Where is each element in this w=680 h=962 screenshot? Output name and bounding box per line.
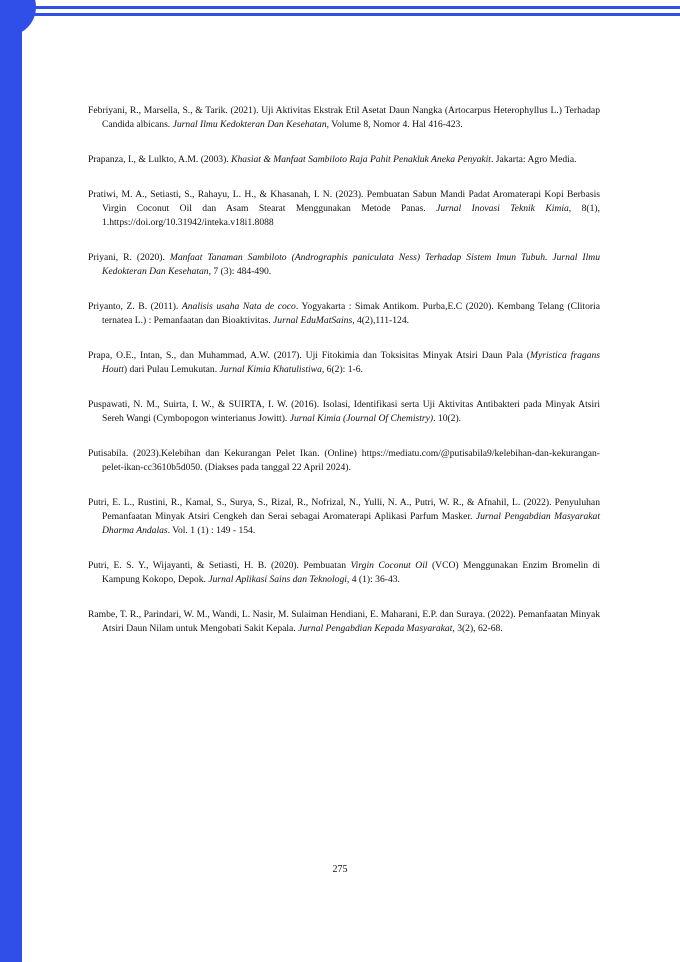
reference-text: , 4 (1): 36-43.	[346, 574, 400, 585]
reference-entry	[88, 559, 600, 587]
header-rule	[30, 6, 680, 26]
reference-italic-text: Jurnal Pengabdian Kepada Masyarakat	[298, 623, 453, 634]
reference-text: , 3(2), 62-68.	[452, 623, 503, 634]
reference-entry	[88, 349, 600, 377]
reference-text: , 4(2),111-124.	[352, 315, 410, 326]
reference-entry	[88, 398, 600, 426]
reference-italic-text: Analisis usaha Nata de coco	[181, 301, 296, 312]
reference-text: Febriyani, R., Marsella, S., & Tarik. (2021). Uji Aktivitas Ekstrak Etil Asetat Daun Nangka (Artocarpus Heterophyllus L.) Terhadap Candida albicans.	[88, 105, 600, 130]
reference-italic-text: Manfaat Tanaman Sambiloto (Andrographis paniculata Ness) Terhadap Sistem Imun Tubuh. Jurnal Ilmu Kedokteran Dan Kesehatan	[102, 252, 600, 277]
reference-text: , 8(1), 1.https://doi.org/10.31942/inteka.v18i1.8088	[102, 203, 600, 228]
reference-text: Prapa, O.E., Intan, S., dan Muhammad, A.W. (2017). Uji Fitokimia dan Toksisitas Minyak Atsiri Daun Pala (	[88, 350, 530, 361]
reference-text: Priyani, R. (2020).	[88, 252, 170, 263]
references-list	[88, 104, 600, 657]
reference-text: . Jakarta: Agro Media.	[490, 154, 577, 165]
reference-entry	[88, 153, 600, 167]
reference-italic-text: Jurnal Pengabdian Masyarakat Dharma Andalas	[102, 511, 600, 536]
reference-text: . Yogyakarta : Simak Antikom. Purba,E.C (2020). Kembang Telang (Clitoria ternatea L.) : Pemanfaatan dan Bioaktivitas.	[102, 301, 600, 326]
reference-text: . 10(2).	[433, 413, 462, 424]
page-left-border	[0, 0, 22, 962]
reference-text: Rambe, T. R., Parindari, W. M., Wandi, L. Nasir, M. Sulaiman Hendiani, E. Maharani, E.P. dan Suraya. (2022). Pemanfaatan Minyak Atsiri Daun Nilam untuk Mengobati Sakit Kepala.	[88, 609, 600, 634]
reference-text: , 7 (3): 484-490.	[208, 266, 272, 277]
reference-italic-text: Jurnal Kimia (Journal Of Chemistry)	[289, 413, 434, 424]
reference-entry	[88, 496, 600, 538]
reference-text: Putri, E. S. Y., Wijayanti, & Setiasti, H. B. (2020). Pembuatan	[88, 560, 351, 571]
reference-italic-text: Jurnal Inovasi Teknik Kimia	[436, 203, 569, 214]
reference-text: Prapanza, I., & Lulkto, A.M. (2003).	[88, 154, 232, 165]
reference-text: , 6(2): 1-6.	[321, 364, 363, 375]
reference-italic-text: Jurnal EduMatSains	[273, 315, 353, 326]
reference-text: Puspawati, N. M., Suirta, I. W., & SUIRTA, I. W. (2016). Isolasi, Identifikasi serta Uji Aktivitas Antibakteri pada Minyak Atsiri Sereh Wangi (Cymbopogon winterianus Jowitt).	[88, 399, 600, 424]
reference-text: ) dari Pulau Lemukutan.	[123, 364, 220, 375]
reference-italic-text: Virgin Coconut Oil	[350, 560, 428, 571]
reference-italic-text: Khasiat & Manfaat Sambiloto Raja Pahit Penakluk Aneka Penyakit	[231, 154, 491, 165]
reference-text: Priyanto, Z. B. (2011).	[88, 301, 182, 312]
reference-italic-text: Myristica fragans Houtt	[102, 350, 600, 375]
reference-entry	[88, 608, 600, 636]
reference-text: Pratiwi, M. A., Setiasti, S., Rahayu, L. H., & Khasanah, I. N. (2023). Pembuatan Sabun Mandi Padat Aromaterapi Kopi Berbasis Virgin Coconut Oil dan Asam Stearat Menggunakan Metode Panas.	[88, 189, 600, 214]
reference-entry	[88, 447, 600, 475]
reference-entry	[88, 104, 600, 132]
reference-text: (VCO) Menggunakan Enzim Bromelin di Kampung Kokopo, Depok.	[102, 560, 600, 585]
reference-text: Putri, E. L., Rustini, R., Kamal, S., Surya, S., Rizal, R., Nofrizal, N., Yulli, N. A., Putri, W. R., & Afnahil, L. (2022). Penyuluhan Pemanfaatan Minyak Atsiri Cengkeh dan Serai sebagai Aromaterapi Aplikasi Parfum Masker.	[88, 497, 600, 522]
reference-italic-text: Jurnal Ilmu Kedokteran Dan Kesehatan	[172, 119, 327, 130]
reference-entry	[88, 188, 600, 230]
reference-text: . Vol. 1 (1) : 149 - 154.	[167, 525, 256, 536]
reference-text: Putisabila. (2023).Kelebihan dan Kekurangan Pelet Ikan. (Online) https://mediatu.com/@putisabila9/kelebihan-dan-kekurangan-pelet-ikan-cc3610b5d050. (Diakses pada tanggal 22 April 2024).	[88, 448, 600, 473]
reference-italic-text: Jurnal Kimia Khatulistiwa	[219, 364, 322, 375]
page-number: 275	[332, 864, 348, 875]
reference-text: , Volume 8, Nomor 4. Hal 416-423.	[326, 119, 463, 130]
reference-entry	[88, 300, 600, 328]
reference-entry	[88, 251, 600, 279]
reference-italic-text: Jurnal Aplikasi Sains dan Teknologi	[208, 574, 347, 585]
